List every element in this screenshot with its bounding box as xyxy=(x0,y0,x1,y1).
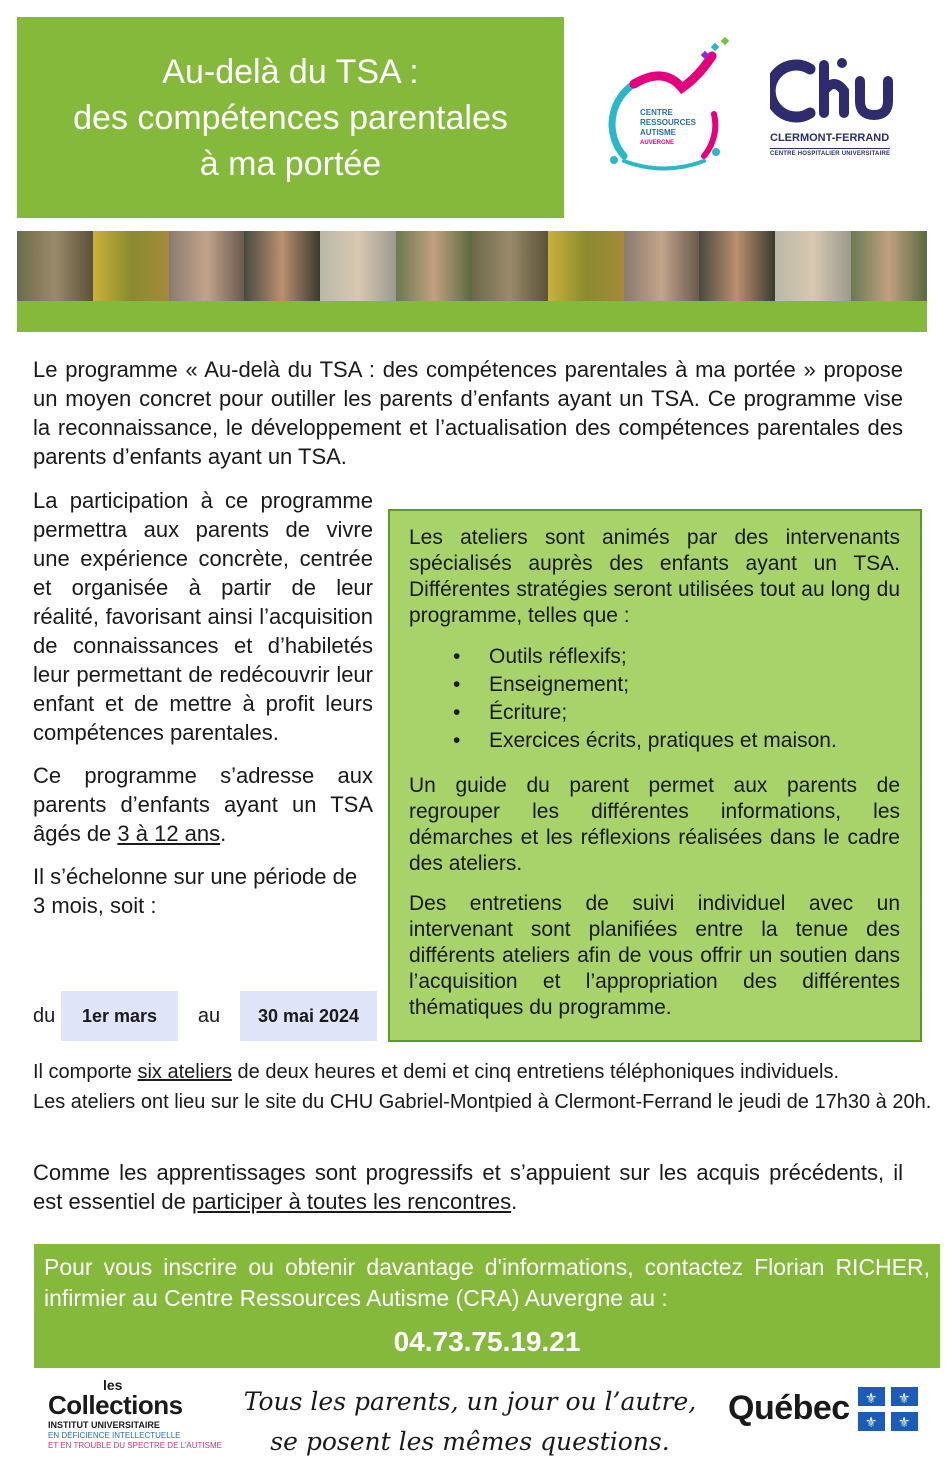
photo-family-2 xyxy=(472,231,548,301)
essential-suffix: . xyxy=(511,1189,518,1214)
tagline-line-2: se posent les mêmes questions. xyxy=(270,1427,670,1456)
strategies-list xyxy=(409,643,900,755)
audience-prefix: Ce programme s’adresse aux parents d’enfants ayant un TSA âgés de xyxy=(33,763,373,846)
photo-child xyxy=(396,231,472,301)
tagline xyxy=(235,1382,705,1462)
period-paragraph: Il s’échelonne sur une période de 3 mois, soit : xyxy=(33,864,358,918)
list-item: • Exercices écrits, pratiques et maison. xyxy=(489,727,900,755)
contact-text: Pour vous inscrire ou obtenir davantage d'informations, contactez Florian RICHER, infirmier au Centre Ressources Autisme (CRA) Auvergne au : xyxy=(44,1254,930,1311)
photo-boy xyxy=(244,231,320,301)
essential-prefix: Comme les apprentissages sont progressifs et s’appuient sur les acquis précédents, il est essentiel de xyxy=(33,1160,903,1214)
photo-flower-2 xyxy=(548,231,624,301)
photo-mother-2 xyxy=(775,231,851,301)
to-label: au xyxy=(197,1004,221,1027)
collections-line-2: EN DÉFICIENCE INTELLECTUELLE xyxy=(48,1431,181,1440)
program-details xyxy=(33,1057,936,1117)
workshops-box xyxy=(388,509,922,1042)
cra-logo-text xyxy=(640,108,696,148)
title-line-2: des compétences parentales xyxy=(73,98,508,137)
page-title xyxy=(73,49,508,187)
photo-hug-2 xyxy=(624,231,700,301)
list-item: • Outils réflexifs; xyxy=(489,643,900,671)
cra-line-2: RESSOURCES xyxy=(640,118,697,127)
guide-paragraph: Un guide du parent permet aux parents de regrouper les différentes informations, les démarches et les réflexions réalisées dans le cadre des ateliers. xyxy=(409,774,900,875)
followup-paragraph: Des entretiens de suivi individuel avec un intervenant sont planifiées entre la tenue des différents ateliers afin de vous offrir un soutien dans l’acquisition et l’appropriation des différentes thématiques du programme. xyxy=(409,892,900,1019)
workshops-count xyxy=(33,1057,936,1087)
cra-line-3: AUTISME xyxy=(640,128,676,137)
svg-text:⚜: ⚜ xyxy=(897,1414,910,1431)
audience-suffix: . xyxy=(220,821,227,846)
title-line-3: à ma portée xyxy=(199,144,382,183)
photo-child-2 xyxy=(851,231,927,301)
chu-divider xyxy=(770,148,890,149)
cra-line-1: CENTRE xyxy=(640,108,673,117)
chu-logo-icon xyxy=(770,55,900,125)
collections-line-1: INSTITUT UNIVERSITAIRE xyxy=(48,1420,160,1430)
quebec-logo xyxy=(728,1386,933,1431)
start-date: 1er mars xyxy=(61,991,178,1041)
quebec-wordmark: Québec xyxy=(728,1389,850,1427)
collections-les: les xyxy=(103,1377,123,1393)
phone-number[interactable]: 04.73.75.19.21 xyxy=(393,1326,581,1357)
left-column xyxy=(33,486,373,934)
essential-underlined: participer à toutes les rencontres xyxy=(191,1189,512,1214)
program-suffix: de deux heures et demi et cinq entretiens téléphoniques individuels. xyxy=(231,1061,840,1083)
svg-text:⚜: ⚜ xyxy=(864,1414,877,1431)
program-prefix: Il comporte xyxy=(33,1061,138,1083)
collections-logo xyxy=(48,1378,238,1458)
quebec-flag-icon xyxy=(858,1387,918,1431)
photo-strip xyxy=(17,231,927,301)
tagline-line-1: Tous les parents, un jour ou l’autre, xyxy=(243,1387,697,1416)
chu-logo xyxy=(770,55,905,170)
intro-paragraph: Le programme « Au-delà du TSA : des compétences parentales à ma portée » propose un moyen concret pour outiller les parents d’enfants ayant un TSA. Ce programme vise la reconnaissance, le développement et l’actualisation des compétences parentales des parents d’enfants ayant un TSA. xyxy=(33,357,903,469)
audience-paragraph xyxy=(33,761,373,848)
svg-text:⚜: ⚜ xyxy=(864,1390,877,1407)
cra-line-4: AUVERGNE xyxy=(640,140,675,146)
essential-paragraph xyxy=(33,1158,903,1216)
dates-row xyxy=(33,991,378,1041)
collections-line-3: ET EN TROUBLE DU SPECTRE DE L’AUTISME xyxy=(48,1441,222,1450)
photo-hug xyxy=(169,231,245,301)
participation-paragraph: La participation à ce programme permettra aux parents de vivre une expérience concrète, centrée et organisée à partir de leur réalité, favorisant ainsi l’acquisition de connaissances et d’habiletés leur permettant de redécouvrir leur enfant et de mettre à profit leurs compétences parentales. xyxy=(33,488,373,745)
photo-boy-2 xyxy=(699,231,775,301)
location-paragraph: Les ateliers ont lieu sur le site du CHU Gabriel-Montpied à Clermont-Ferrand le jeudi de 17h30 à 20h. xyxy=(33,1091,932,1113)
contact-banner xyxy=(34,1244,940,1368)
chu-subtitle: CENTRE HOSPITALIER UNIVERSITAIRE xyxy=(770,151,891,157)
title-banner xyxy=(17,17,564,218)
photo-mother xyxy=(320,231,396,301)
chu-city: CLERMONT-FERRAND xyxy=(770,132,890,144)
photo-family xyxy=(17,231,93,301)
cra-logo xyxy=(604,36,734,171)
title-line-1: Au-delà du TSA : xyxy=(162,52,419,91)
collections-name: Collections xyxy=(48,1390,183,1420)
list-item: • Écriture; xyxy=(489,699,900,727)
workshops-intro: Les ateliers sont animés par des intervenants spécialisés auprès des enfants ayant un TSA. Différentes stratégies seront utilisées tout au long du programme, telles que : xyxy=(409,526,900,627)
cra-logo-icon xyxy=(604,36,734,171)
from-label: du xyxy=(33,1004,56,1027)
audience-age: 3 à 12 ans xyxy=(117,821,221,846)
green-divider-bar xyxy=(17,301,927,332)
program-workshops: six ateliers xyxy=(137,1061,232,1083)
photo-flower xyxy=(93,231,169,301)
svg-text:⚜: ⚜ xyxy=(897,1390,910,1407)
end-date: 30 mai 2024 xyxy=(240,991,377,1041)
list-item: • Enseignement; xyxy=(489,671,900,699)
